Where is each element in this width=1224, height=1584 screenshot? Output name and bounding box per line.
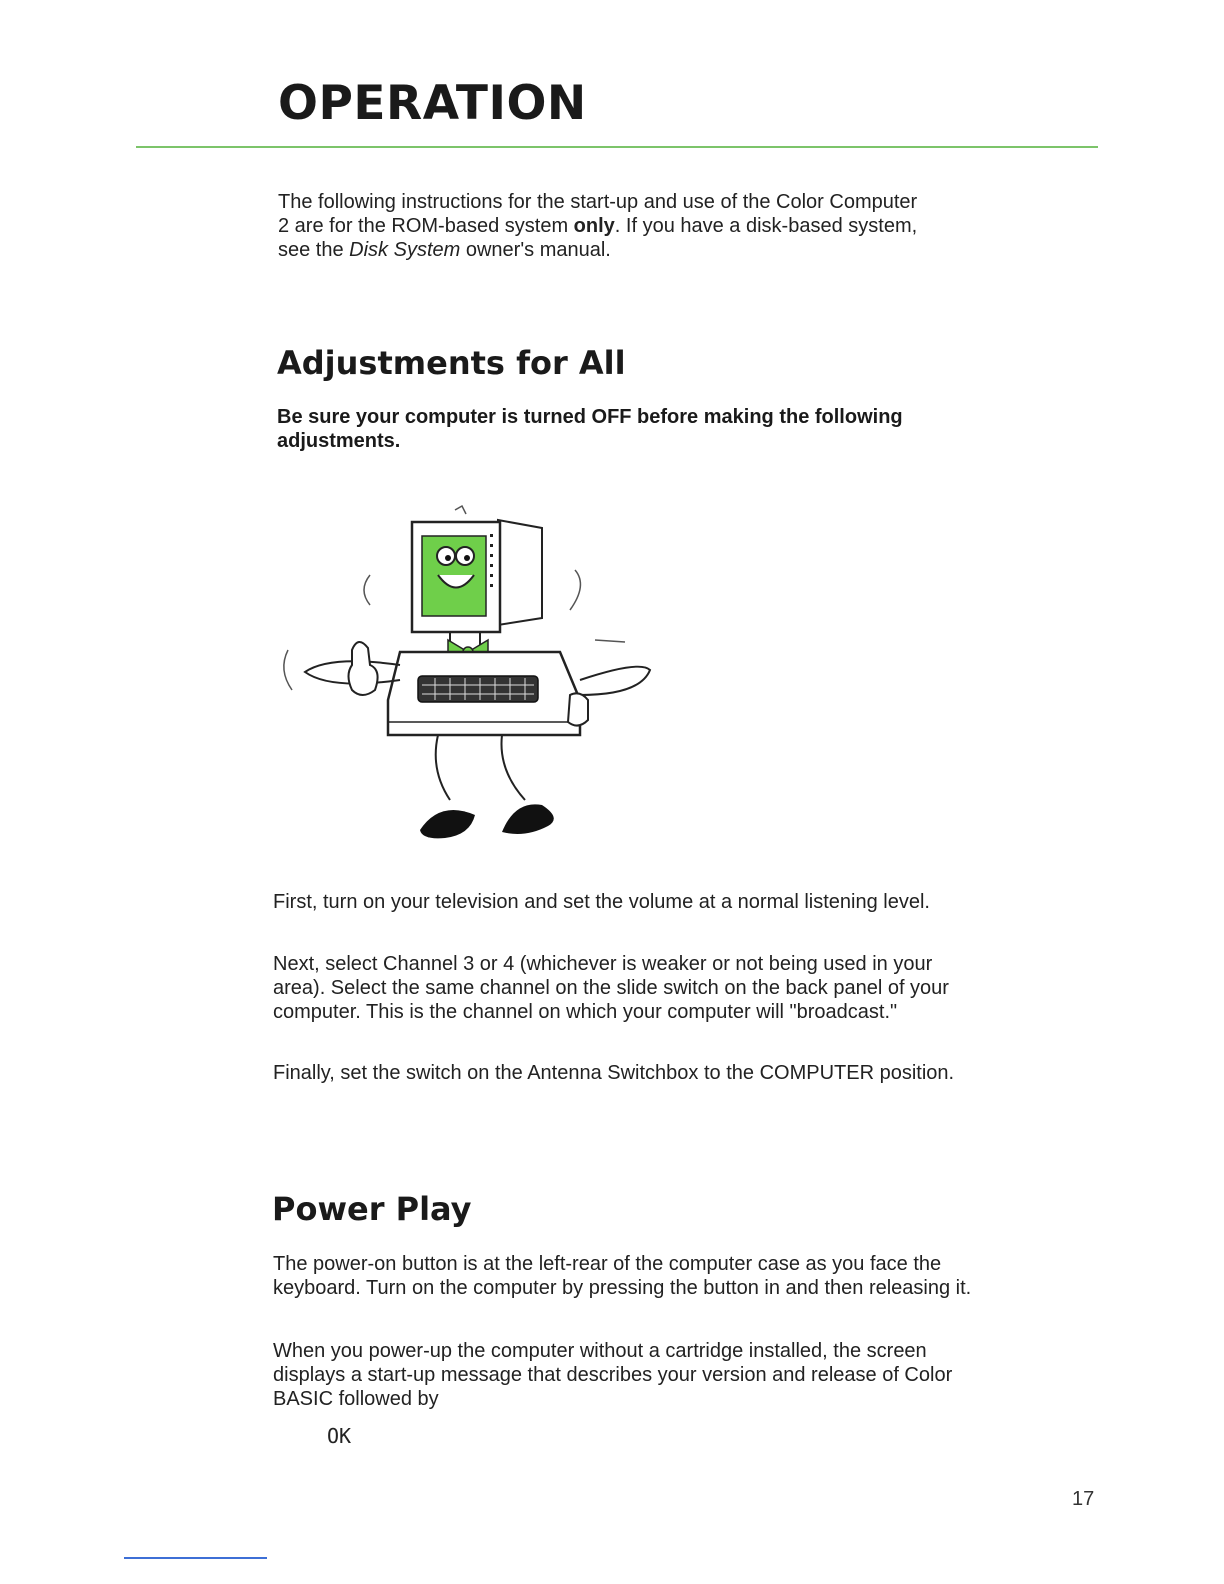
right-shoe [502,804,554,834]
adjustments-paragraph-1: First, turn on your television and set the volume at a normal listening level. [273,891,930,913]
motion-line-icon [595,640,625,642]
right-leg [501,735,525,800]
section-heading-power-play: Power Play [272,1190,472,1228]
section-heading-adjustments: Adjustments for All [277,344,626,382]
pupil-right [464,555,470,561]
computer-mascot-illustration [270,500,670,860]
power-play-paragraph-1: The power-on button is at the left-rear of the computer case as you face the keyboard. Turn on the computer by pressing the button in and then releasing it. [273,1253,972,1299]
right-arm [580,667,650,695]
adjustments-paragraph-2: Next, select Channel 3 or 4 (whichever is weaker or not being used in your area). Select the same channel on the slide switch on the back panel of your computer. This is the channel on which your computer will "broadcast." [273,953,949,1023]
thumbs-up-hand [349,642,378,695]
adjustments-warning: Be sure your computer is turned OFF before making the following adjustments. [277,406,903,452]
intro-italic: Disk System [349,239,461,261]
motion-line-icon [284,650,292,690]
pupil-left [445,555,451,561]
right-hand [568,693,588,725]
adjustments-paragraph-3: Finally, set the switch on the Antenna Switchbox to the COMPUTER position. [273,1062,955,1084]
page-number: 17 [1072,1488,1095,1510]
left-shoe [420,810,475,838]
monitor-back [498,520,542,625]
keyboard-keys [418,676,538,702]
footer-link-underline [124,1557,267,1559]
motion-line-icon [364,575,370,605]
intro-bold: only [573,215,615,237]
title-divider [136,146,1098,148]
ok-prompt: OK [327,1424,352,1448]
motion-line-icon [570,570,580,610]
intro-text-2: . If you have a disk-based system, see the [278,215,918,261]
power-play-paragraph-2: When you power-up the computer without a cartridge installed, the screen displays a start-up message that describes your version and release of Color BASIC followed by [273,1340,953,1410]
intro-text-1: The following instructions for the start-up and use of the Color Computer 2 are for the ROM-based system [278,191,918,237]
motion-line-icon [455,506,466,514]
left-leg [436,735,450,800]
intro-paragraph [278,190,918,262]
intro-text-3: owner's manual. [460,239,611,261]
page-title: OPERATION [278,76,587,131]
